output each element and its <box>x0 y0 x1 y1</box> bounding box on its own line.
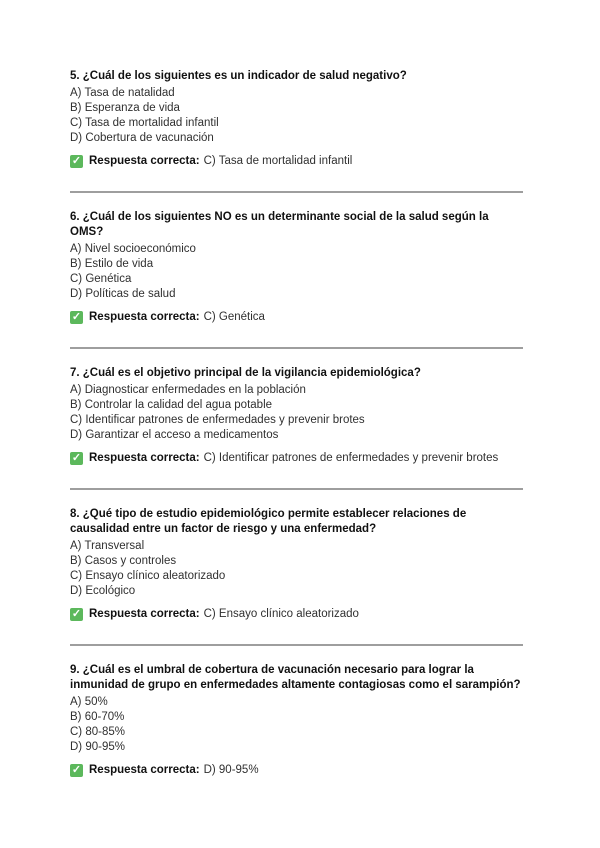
section-divider <box>70 347 523 349</box>
question-title: 9. ¿Cuál es el umbral de cobertura de vacunación necesario para lograr la inmunidad de grupo en enfermedades altamente contagiosas como el sarampión? <box>70 664 521 691</box>
answer-label: Respuesta correcta: <box>89 311 200 323</box>
check-icon: ✓ <box>71 608 82 620</box>
check-icon: ✓ <box>71 311 82 323</box>
question-title: 8. ¿Qué tipo de estudio epidemiológico permite establecer relaciones de causalidad entre un factor de riesgo y una enfermedad? <box>70 508 467 535</box>
check-icon: ✓ <box>71 452 82 464</box>
option-item: D) 90-95% <box>70 741 125 753</box>
option-item: C) Tasa de mortalidad infantil <box>70 117 219 129</box>
questions-list <box>70 69 523 778</box>
options-list <box>70 383 523 443</box>
option-item: C) Identificar patrones de enfermedades y prevenir brotes <box>70 414 365 426</box>
answer-text: C) Identificar patrones de enfermedades y prevenir brotes <box>203 452 499 464</box>
check-icon: ✓ <box>71 764 82 776</box>
question-title: 5. ¿Cuál de los siguientes es un indicador de salud negativo? <box>70 70 407 82</box>
option-item: A) 50% <box>70 696 108 708</box>
answer-line <box>70 763 523 778</box>
option-item: C) Genética <box>70 273 132 285</box>
options-list <box>70 242 523 302</box>
answer-label: Respuesta correcta: <box>89 155 200 167</box>
option-item: A) Diagnosticar enfermedades en la población <box>70 384 306 396</box>
question-block <box>70 366 523 490</box>
answer-text: C) Tasa de mortalidad infantil <box>203 155 353 167</box>
option-item: B) Esperanza de vida <box>70 102 180 114</box>
option-item: C) 80-85% <box>70 726 125 738</box>
option-item: A) Transversal <box>70 540 145 552</box>
options-list <box>70 86 523 146</box>
question-title: 6. ¿Cuál de los siguientes NO es un determinante social de la salud según la OMS? <box>70 211 489 238</box>
answer-text: D) 90-95% <box>203 764 259 776</box>
option-item: D) Políticas de salud <box>70 288 176 300</box>
options-list <box>70 695 523 755</box>
section-divider <box>70 488 523 490</box>
section-divider <box>70 191 523 193</box>
option-item: D) Ecológico <box>70 585 136 597</box>
option-item: B) Controlar la calidad del agua potable <box>70 399 273 411</box>
answer-text: C) Genética <box>203 311 265 323</box>
question-block <box>70 507 523 646</box>
answer-line <box>70 310 523 325</box>
answer-line <box>70 154 523 169</box>
option-item: D) Cobertura de vacunación <box>70 132 214 144</box>
option-item: A) Nivel socioeconómico <box>70 243 196 255</box>
option-item: B) Casos y controles <box>70 555 177 567</box>
question-block <box>70 69 523 193</box>
option-item: C) Ensayo clínico aleatorizado <box>70 570 226 582</box>
answer-text: C) Ensayo clínico aleatorizado <box>203 608 359 620</box>
answer-label: Respuesta correcta: <box>89 608 200 620</box>
options-list <box>70 539 523 599</box>
question-block <box>70 663 523 778</box>
question-block <box>70 210 523 349</box>
option-item: B) Estilo de vida <box>70 258 154 270</box>
check-icon: ✓ <box>71 155 82 167</box>
answer-line <box>70 451 523 466</box>
question-title: 7. ¿Cuál es el objetivo principal de la vigilancia epidemiológica? <box>70 367 421 379</box>
option-item: D) Garantizar el acceso a medicamentos <box>70 429 279 441</box>
answer-line <box>70 607 523 622</box>
section-divider <box>70 644 523 646</box>
answer-label: Respuesta correcta: <box>89 452 200 464</box>
option-item: B) 60-70% <box>70 711 125 723</box>
option-item: A) Tasa de natalidad <box>70 87 175 99</box>
answer-label: Respuesta correcta: <box>89 764 200 776</box>
